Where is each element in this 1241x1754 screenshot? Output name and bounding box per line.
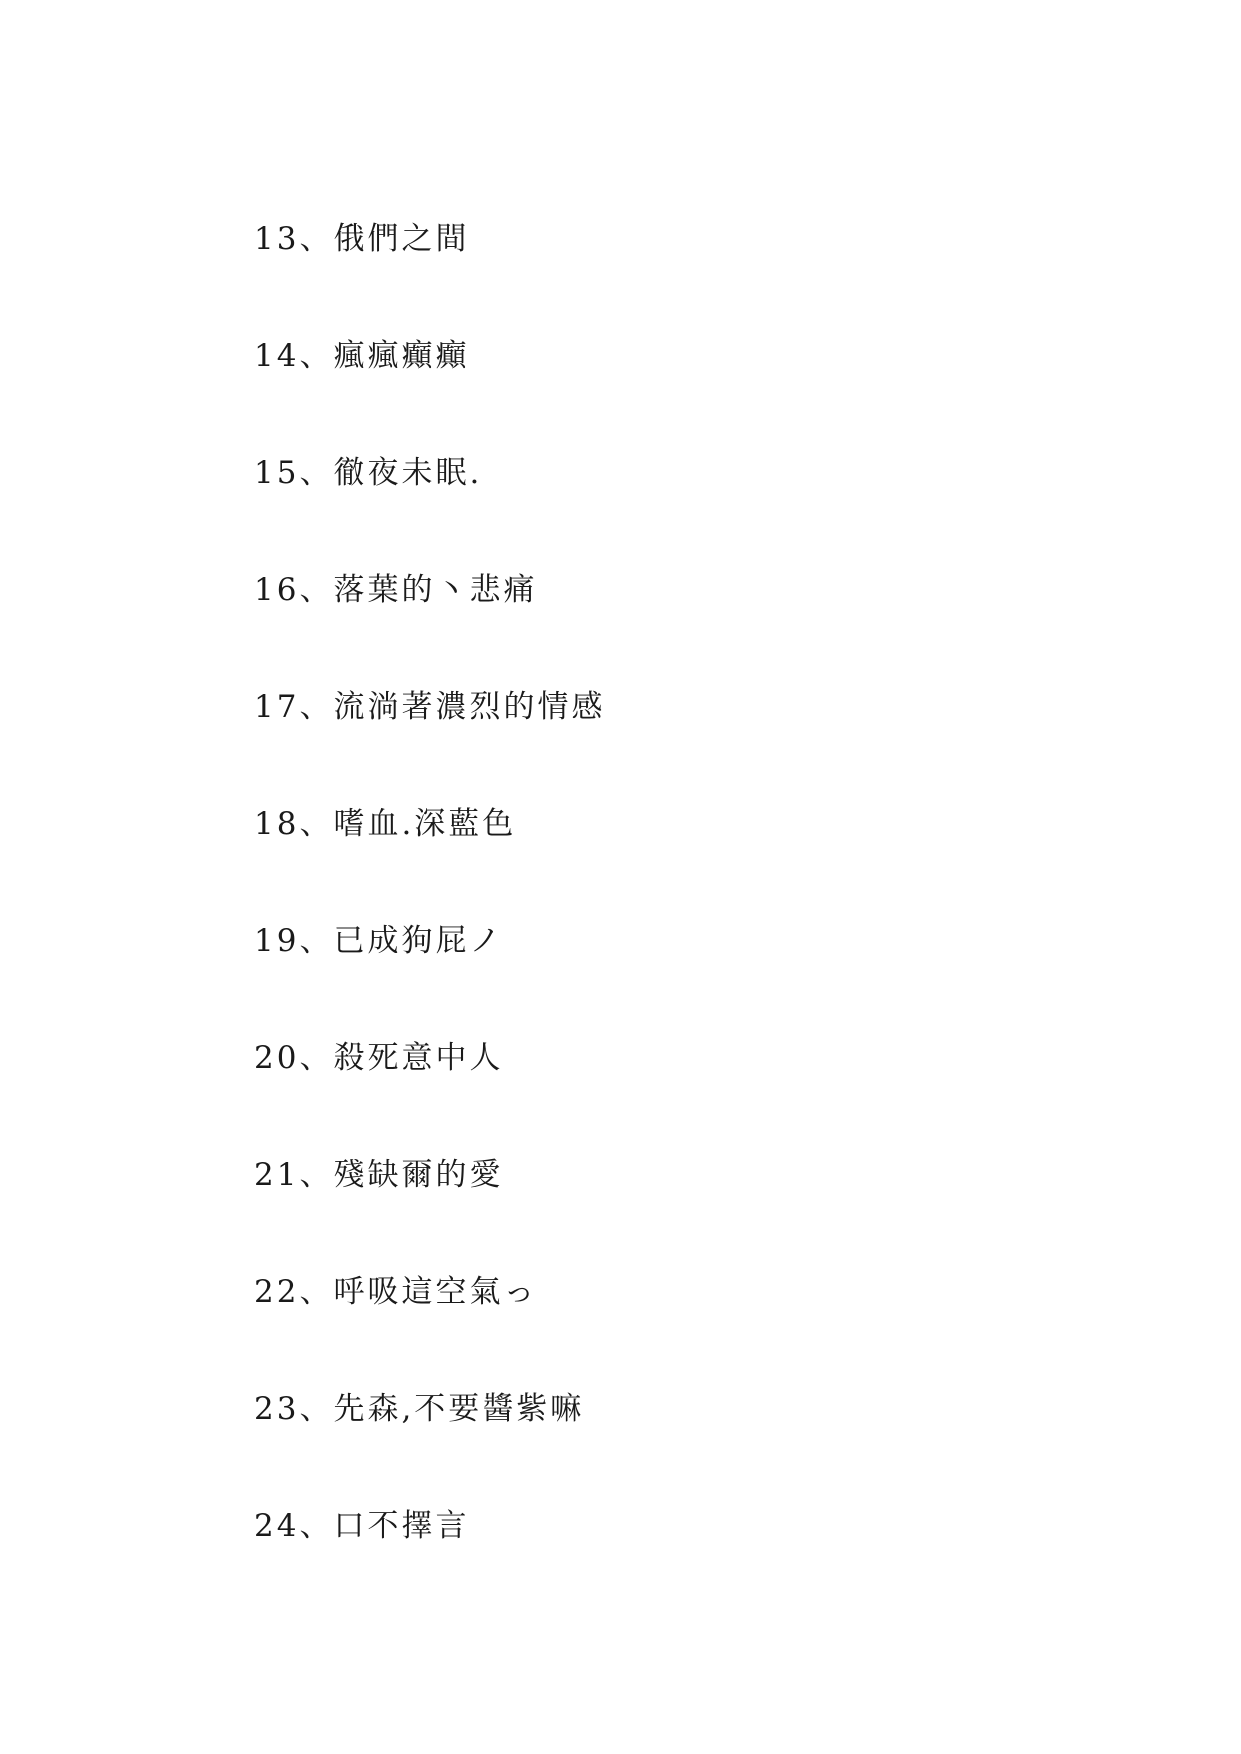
numbered-list <box>254 220 605 1624</box>
list-item: 15、徹夜未眠. <box>254 455 483 491</box>
list-item: 18、嗜血.深藍色 <box>254 806 517 842</box>
list-item: 14、瘋瘋癲癲 <box>254 338 470 374</box>
list-item: 23、先森,不要醬紫嘛 <box>254 1391 585 1427</box>
list-item: 22、呼吸這空氣っ <box>254 1274 538 1310</box>
list-item: 13、俄們之間 <box>254 221 470 257</box>
list-item: 24、口不擇言 <box>254 1508 470 1544</box>
list-item: 19、已成狗屁ノ <box>254 923 504 959</box>
list-item: 16、落葉的丶悲痛 <box>254 572 538 608</box>
list-item: 17、流淌著濃烈的情感 <box>254 689 606 725</box>
list-item: 21、殘缺爾的愛 <box>254 1157 504 1193</box>
list-item: 20、殺死意中人 <box>254 1040 504 1076</box>
